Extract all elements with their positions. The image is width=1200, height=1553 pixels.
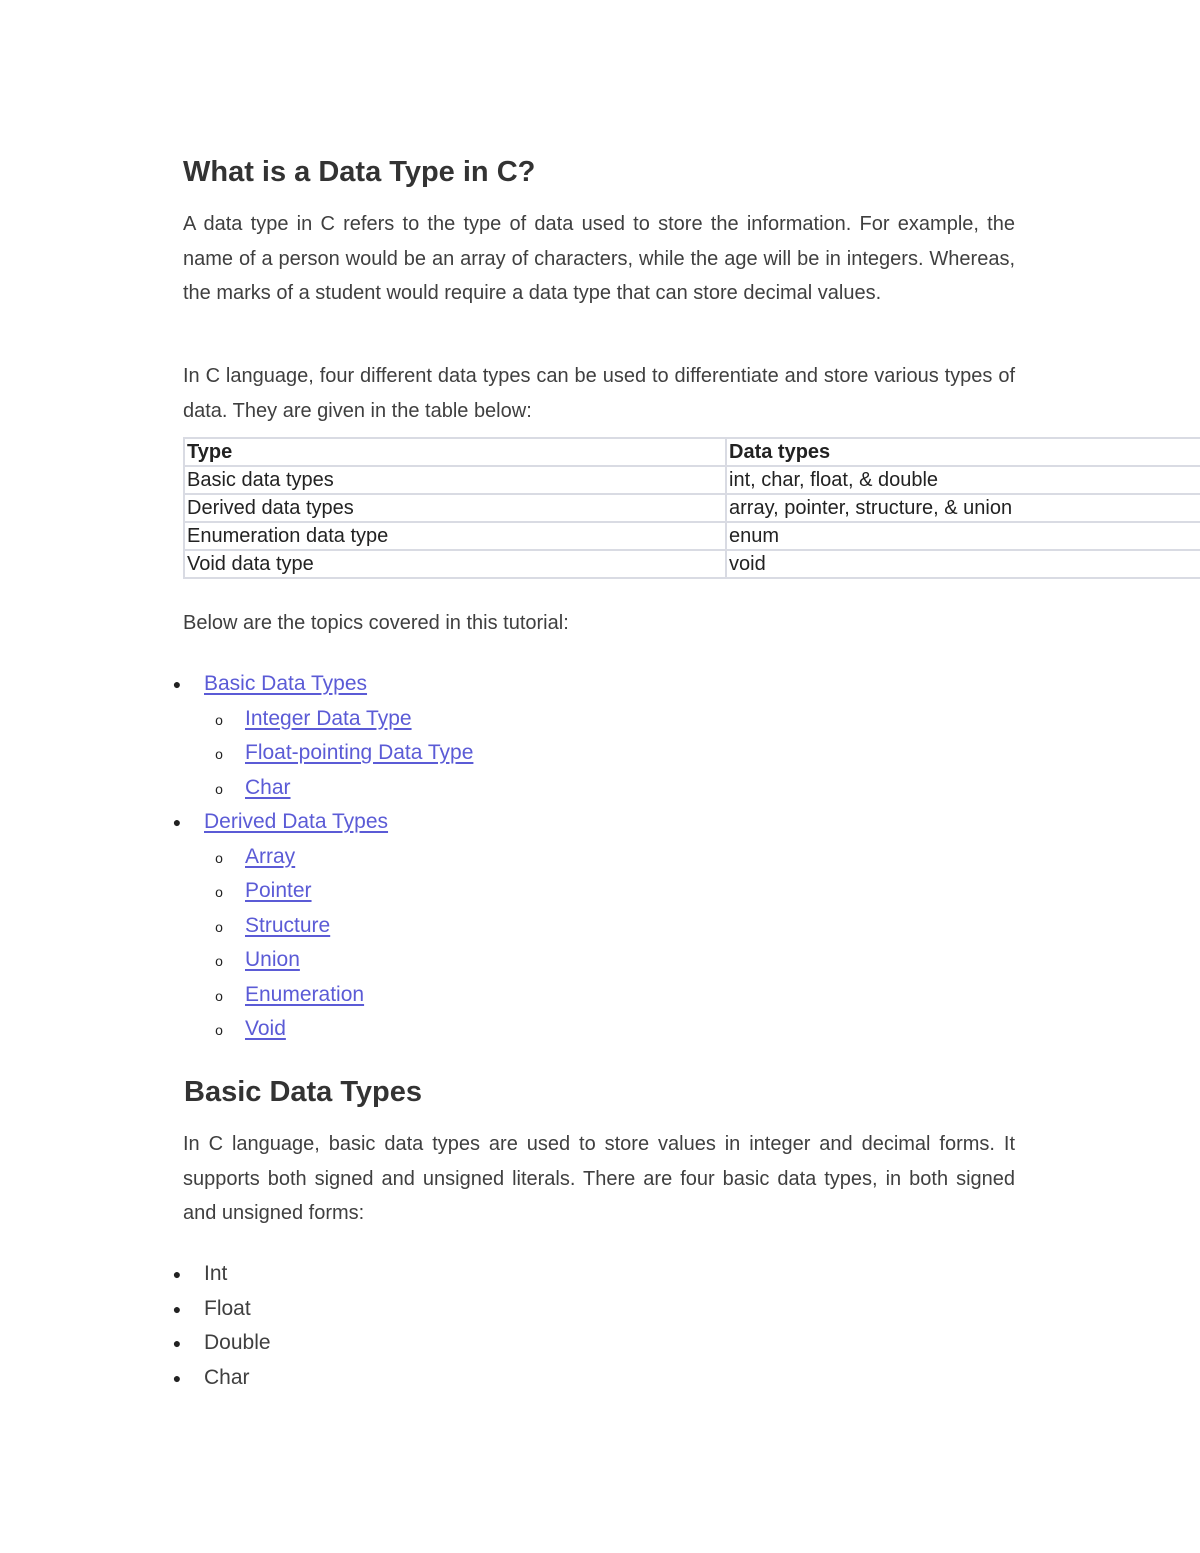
list-item [170, 736, 473, 771]
hollow-bullet-icon: o [215, 780, 223, 797]
types-paragraph: In C language, four different data types can be used to differentiate and store various types of data. They are given in the table below: [183, 365, 1015, 422]
list-item [170, 702, 473, 737]
section-heading-basic-data-types: Basic Data Types [184, 1076, 423, 1108]
list-item-label: Double [204, 1331, 271, 1354]
hollow-bullet-icon: o [215, 884, 223, 900]
header-data-types: Data types [726, 438, 1200, 466]
table-cell: array, pointer, structure, & union [726, 494, 1200, 522]
list-item [170, 1326, 271, 1361]
table-header-row [184, 438, 1200, 466]
hollow-bullet-icon: o [215, 918, 223, 935]
list-item-label: Int [204, 1262, 228, 1285]
list-item [170, 771, 473, 806]
page-title: What is a Data Type in C? [183, 156, 536, 188]
table-cell: enum [726, 522, 1200, 550]
table-cell: Derived data types [184, 494, 726, 522]
hollow-bullet-icon: o [215, 953, 223, 969]
list-item [170, 840, 473, 875]
link-basic-data-types[interactable]: Basic Data Types [204, 672, 368, 695]
list-item-label: Char [204, 1365, 250, 1389]
basic-types-list [170, 1257, 271, 1395]
data-types-table [183, 437, 1200, 579]
link-structure[interactable]: Structure [245, 913, 331, 937]
link-enumeration[interactable]: Enumeration [245, 982, 365, 1006]
list-item [170, 943, 473, 978]
link-derived-data-types[interactable]: Derived Data Types [204, 810, 389, 833]
table-cell: Basic data types [184, 466, 726, 494]
link-integer-data-type[interactable]: Integer Data Type [245, 706, 412, 730]
table-row [184, 494, 1200, 522]
link-union[interactable]: Union [245, 948, 300, 971]
table-cell: Enumeration data type [184, 522, 726, 550]
bullet-icon: ● [172, 1335, 182, 1351]
header-type: Type [184, 438, 726, 466]
table-cell: int, char, float, & double [726, 466, 1200, 494]
intro-paragraph: A data type in C refers to the type of data used to store the information. For example, the name of a person would be an array of characters, while the age will be in integers. Whereas, the marks of a student would require a data type that can store decimal values. [183, 213, 1015, 304]
list-item [170, 667, 473, 702]
topics-intro: Below are the topics covered in this tutorial: [183, 612, 569, 634]
table-row [184, 550, 1200, 578]
table-cell: Void data type [184, 550, 726, 578]
bullet-icon: ● [172, 1369, 182, 1386]
hollow-bullet-icon: o [215, 711, 223, 728]
link-void[interactable]: Void [245, 1017, 286, 1040]
list-item [170, 909, 473, 944]
bullet-icon: ● [172, 814, 182, 830]
list-item [170, 805, 473, 840]
list-item-label: Float [204, 1296, 251, 1320]
list-item [170, 874, 473, 909]
hollow-bullet-icon: o [215, 987, 223, 1004]
table-row [184, 522, 1200, 550]
hollow-bullet-icon: o [215, 746, 223, 762]
hollow-bullet-icon: o [215, 849, 223, 866]
list-item [170, 1361, 271, 1396]
link-char[interactable]: Char [245, 775, 291, 799]
bullet-icon: ● [172, 1300, 182, 1317]
list-item [170, 1257, 271, 1292]
topics-list [170, 667, 473, 1047]
table-row [184, 466, 1200, 494]
link-float-pointing-data-type[interactable]: Float-pointing Data Type [245, 741, 474, 764]
basic-paragraph: In C language, basic data types are used to store values in integer and decimal forms. It supports both signed and unsigned literals. There are four basic data types, in both signed and unsigned forms: [183, 1133, 1015, 1224]
list-item [170, 1012, 473, 1047]
list-item [170, 978, 473, 1013]
bullet-icon: ● [172, 1266, 182, 1282]
link-array[interactable]: Array [245, 844, 296, 868]
list-item [170, 1292, 271, 1327]
bullet-icon: ● [172, 676, 182, 692]
table-cell: void [726, 550, 1200, 578]
link-pointer[interactable]: Pointer [245, 879, 312, 902]
hollow-bullet-icon: o [215, 1022, 223, 1038]
